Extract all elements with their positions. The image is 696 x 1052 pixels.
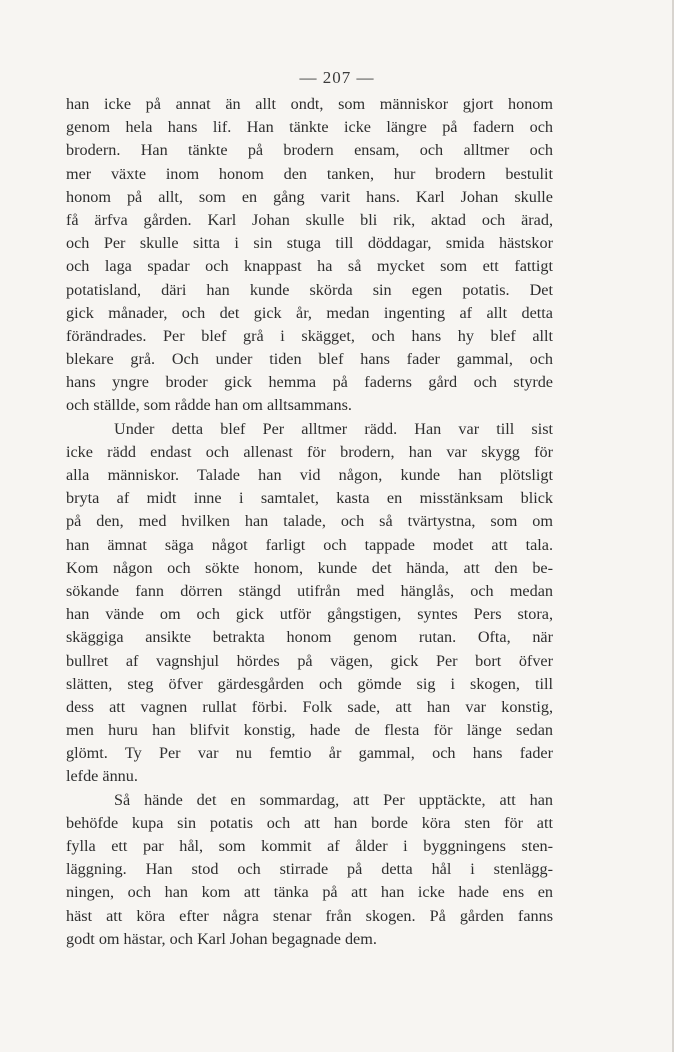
text-line: han ämnat säga något farligt och tappade modet att tala. [66, 535, 553, 554]
text-line: förändrades. Per blef grå i skägget, och hans hy blef allt [66, 326, 553, 345]
text-line: häst att köra efter några stenar från skogen. På gården fanns [66, 906, 553, 925]
text-line: mer växte inom honom den tanken, hur brodern bestulit [66, 164, 553, 183]
text-line: alla människor. Talade han vid någon, kunde han plötsligt [66, 466, 553, 484]
text-line: Så hände det en sommardag, att Per upptäckte, att han [114, 790, 553, 809]
text-line: slätten, steg öfver gärdesgården och gömde sig i skogen, till [66, 674, 553, 693]
text-line: men huru han blifvit konstig, hade de flesta för länge sedan [66, 721, 553, 740]
page-number: — 207 — [299, 68, 375, 87]
text-line: genom hela hans lif. Han tänkte icke längre på fadern och [66, 118, 553, 137]
text-line: och laga spadar och knappast ha så mycket som ett fattigt [66, 257, 553, 276]
text-line: på den, med hvilken han talade, och så tvärtystna, som om [66, 512, 553, 531]
text-line: han vände om och gick utför gångstigen, syntes Pers stora, [66, 605, 553, 624]
text-line: läggning. Han stod och stirrade på detta hål i stenlägg- [66, 860, 553, 879]
text-line: godt om hästar, och Karl Johan begagnade dem. [66, 929, 377, 948]
text-line: potatisland, däri han kunde skörda sin egen potatis. Det [66, 280, 553, 299]
text-line: icke rädd endast och allenast för brodern, han var skygg för [66, 442, 553, 461]
text-line: honom på allt, som en gång varit hans. Karl Johan skulle [66, 187, 553, 206]
text-line: Under detta blef Per alltmer rädd. Han var till sist [114, 419, 553, 438]
page-edge [674, 0, 696, 1052]
text-line: bullret af vagnshjul hördes på vägen, gick Per bort öfver [66, 651, 553, 670]
body-text [66, 93, 553, 951]
text-line: och ställde, som rådde han om alltsammans. [66, 396, 352, 415]
text-line: fylla ett par hål, som kommit af ålder i byggningens sten- [66, 837, 553, 855]
text-line: lefde ännu. [66, 767, 138, 786]
text-line: behöfde kupa sin potatis och att han borde köra sten för att [66, 813, 553, 832]
text-line: dess att vagnen rullat förbi. Folk sade, att han var konstig, [66, 697, 553, 716]
text-line: brodern. Han tänkte på brodern ensam, och alltmer och [66, 141, 553, 160]
text-line: hans yngre broder gick hemma på faderns gård och styrde [66, 373, 553, 392]
text-line: glömt. Ty Per var nu femtio år gammal, och hans fader [66, 744, 553, 763]
text-line: få ärfva gården. Karl Johan skulle bli rik, aktad och ärad, [66, 210, 553, 229]
text-line: han icke på annat än allt ondt, som människor gjort honom [66, 95, 553, 113]
text-line: och Per skulle sitta i sin stuga till döddagar, smida hästskor [66, 234, 553, 253]
text-line: gick månader, och det gick år, medan ingenting af allt detta [66, 303, 553, 322]
text-line: ningen, och han kom att tänka på att han icke hade ens en [66, 883, 553, 902]
text-line: bryta af midt inne i samtalet, kasta en misstänksam blick [66, 489, 553, 508]
text-line: sökande fann dörren stängd utifrån med hänglås, och medan [66, 581, 553, 600]
text-line: Kom någon och sökte honom, kunde det hända, att den be- [66, 558, 553, 577]
text-line: skäggiga ansikte betrakta honom genom rutan. Ofta, när [66, 628, 553, 647]
text-line: blekare grå. Och under tiden blef hans fader gammal, och [66, 350, 553, 369]
